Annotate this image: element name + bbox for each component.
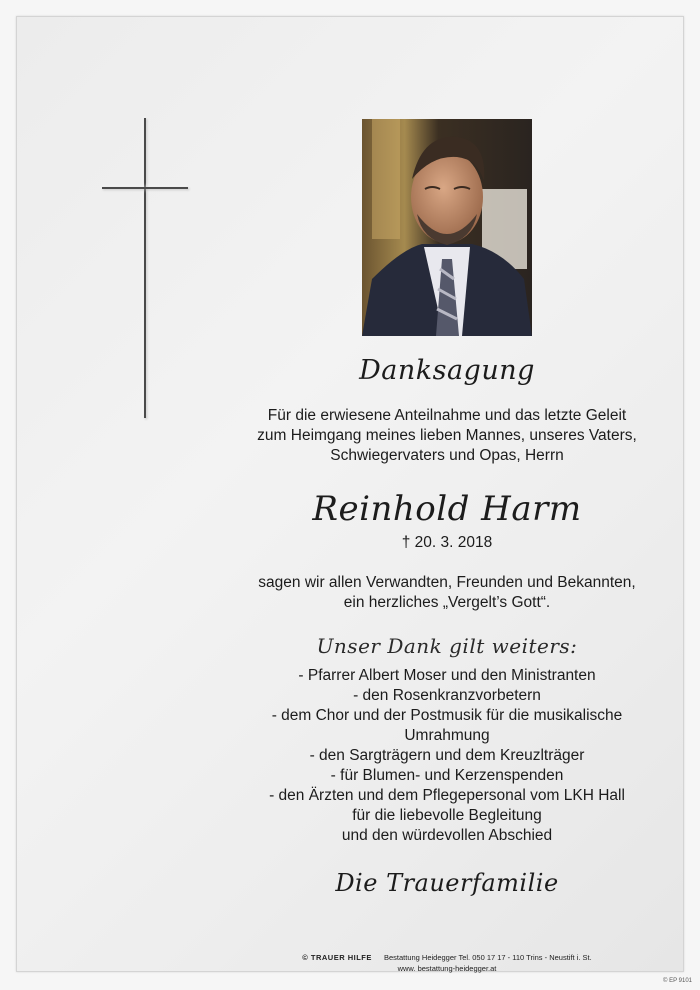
thanks-line: sagen wir allen Verwandten, Freunden und Bekannten,: [258, 574, 636, 591]
list-item: - für Blumen- und Kerzenspenden: [330, 767, 564, 784]
list-item: und den würdevollen Abschied: [341, 827, 553, 844]
thanks-text: [232, 573, 662, 613]
intro-line: Schwiegervaters und Opas, Herrn: [330, 447, 564, 464]
cross-icon: [144, 118, 146, 418]
portrait-photo: [362, 119, 532, 336]
list-item: - den Rosenkranzvorbetern: [353, 687, 541, 704]
thanks-line: ein herzliches „Vergelt’s Gott“.: [343, 594, 551, 611]
footer-brand: © TRAUER HILFE: [302, 953, 372, 962]
footer-web[interactable]: www. bestattung-heidegger.at: [397, 964, 497, 973]
thanks-list: [232, 666, 662, 846]
footer: [232, 952, 662, 974]
intro-line: zum Heimgang meines lieben Mannes, unseres Vaters,: [257, 427, 637, 444]
list-item: für die liebevolle Begleitung: [352, 807, 542, 824]
list-item: - dem Chor und der Postmusik für die musikalische: [271, 707, 623, 724]
heading: Danksagung: [359, 355, 535, 386]
footer-info: Bestattung Heidegger Tel. 050 17 17 - 110 Trins - Neustift i. St.: [383, 953, 592, 962]
closing-signature: Die Trauerfamilie: [335, 869, 559, 897]
list-item: - den Sargträgern und dem Kreuzlträger: [309, 747, 585, 764]
intro-text: [232, 406, 662, 466]
parte-card: [16, 16, 684, 972]
list-item: - Pfarrer Albert Moser und den Ministranten: [298, 667, 596, 684]
list-item: - den Ärzten und dem Pflegepersonal vom LKH Hall: [269, 787, 625, 804]
subheading: Unser Dank gilt weiters:: [316, 634, 578, 658]
list-item: Umrahmung: [404, 727, 490, 744]
intro-line: Für die erwiesene Anteilnahme und das letzte Geleit: [267, 407, 627, 424]
death-date: † 20. 3. 2018: [401, 534, 493, 551]
deceased-name: Reinhold Harm: [312, 489, 582, 529]
print-code: © EP 9101: [663, 978, 692, 984]
cross-icon-bar: [102, 187, 188, 189]
